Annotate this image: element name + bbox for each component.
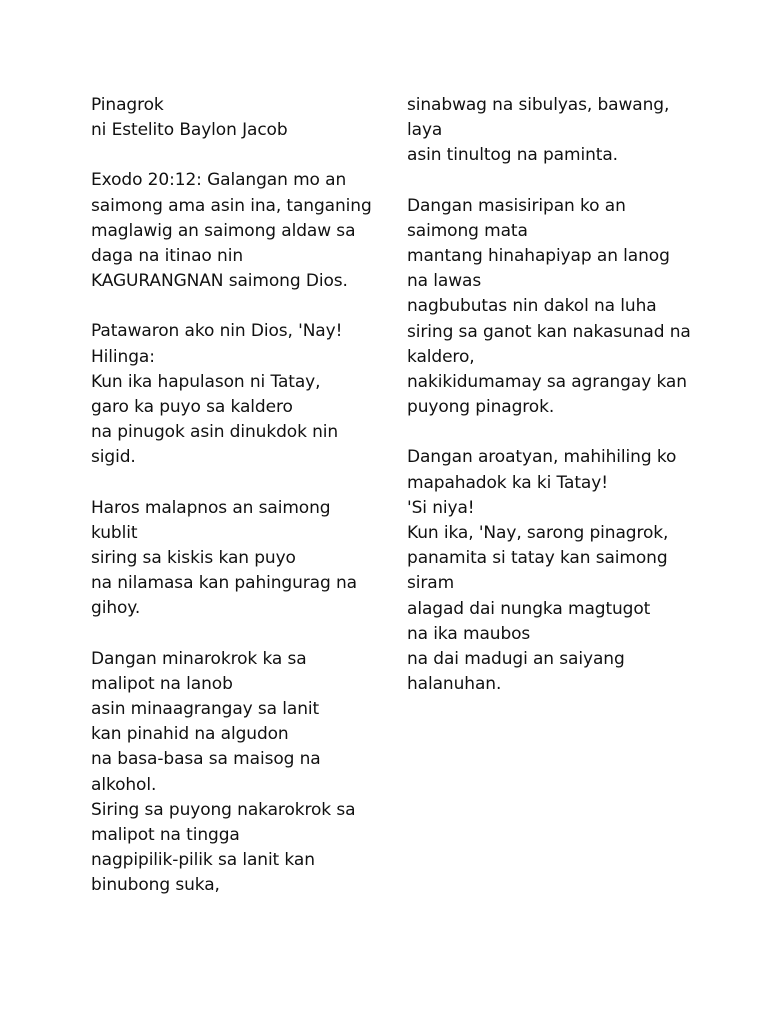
text-line: na dai madugi an saiyang — [407, 649, 625, 670]
text-line: mapahadok ka ki Tatay! — [407, 472, 608, 493]
text-line: nagpipilik-pilik sa lanit kan — [91, 850, 315, 871]
text-line: gihoy. — [91, 598, 141, 619]
text-line: Siring sa puyong nakarokrok sa — [91, 799, 356, 820]
text-line: siring sa ganot kan nakasunad na — [407, 321, 691, 342]
text-line: Dangan masisiripan ko an — [407, 195, 626, 216]
text-line: na pinugok asin dinukdok nin — [91, 422, 339, 443]
stanza — [91, 647, 391, 899]
text-line: kaldero, — [407, 346, 475, 367]
text-line: kublit — [91, 522, 138, 543]
text-line: Haros malapnos an saimong — [91, 497, 331, 518]
text-line: Kun ika, 'Nay, sarong pinagrok, — [407, 523, 669, 544]
text-line: Exodo 20:12: Galangan mo an — [91, 170, 347, 191]
text-line: alkohol. — [91, 774, 157, 795]
stanza — [407, 445, 707, 697]
text-line: daga na itinao nin — [91, 246, 243, 267]
stanza — [407, 93, 707, 169]
text-line: na ika maubos — [407, 623, 531, 644]
text-line: siring sa kiskis kan puyo — [91, 548, 296, 569]
text-line: KAGURANGNAN saimong Dios. — [91, 271, 348, 292]
text-line: panamita si tatay kan saimong — [407, 548, 668, 569]
right-column — [407, 93, 707, 722]
text-line: na lawas — [407, 271, 482, 292]
text-line: Patawaron ako nin Dios, 'Nay! — [91, 321, 343, 342]
text-line: 'Si niya! — [407, 497, 475, 518]
text-line: binubong suka, — [91, 875, 220, 896]
text-line: Kun ika hapulason ni Tatay, — [91, 371, 321, 392]
text-line: siram — [407, 573, 455, 594]
text-line: na basa-basa sa maisog na — [91, 749, 321, 770]
text-line: saimong ama asin ina, tanganing — [91, 195, 372, 216]
stanza — [407, 194, 707, 421]
text-line: maglawig an saimong aldaw sa — [91, 220, 356, 241]
epigraph — [91, 168, 391, 294]
text-line: mantang hinahapiyap an lanog — [407, 246, 670, 267]
text-line: Hilinga: — [91, 346, 155, 367]
text-line: sigid. — [91, 447, 136, 468]
text-line: puyong pinagrok. — [407, 397, 555, 418]
stanza — [91, 319, 391, 470]
text-line: alagad dai nungka magtugot — [407, 598, 651, 619]
text-line: na nilamasa kan pahingurag na — [91, 573, 357, 594]
text-line: nakikidumamay sa agrangay kan — [407, 372, 687, 393]
poem-author: ni Estelito Baylon Jacob — [91, 120, 288, 141]
text-line: malipot na lanob — [91, 673, 233, 694]
title-block — [91, 93, 391, 143]
stanza — [91, 496, 391, 622]
text-line: Dangan minarokrok ka sa — [91, 648, 307, 669]
text-line: saimong mata — [407, 220, 528, 241]
text-line: kan pinahid na algudon — [91, 724, 289, 745]
poem-title: Pinagrok — [91, 95, 164, 115]
text-line: asin minaagrangay sa lanit — [91, 699, 320, 720]
text-line: Dangan aroatyan, mahihiling ko — [407, 447, 677, 468]
text-line: malipot na tingga — [91, 825, 240, 846]
text-line: laya — [407, 120, 443, 141]
text-line: garo ka puyo sa kaldero — [91, 397, 293, 418]
text-line: asin tinultog na paminta. — [407, 145, 618, 166]
text-line: nagbubutas nin dakol na luha — [407, 296, 657, 317]
left-column — [91, 93, 391, 924]
text-line: sinabwag na sibulyas, bawang, — [407, 95, 670, 115]
text-line: halanuhan. — [407, 674, 502, 695]
